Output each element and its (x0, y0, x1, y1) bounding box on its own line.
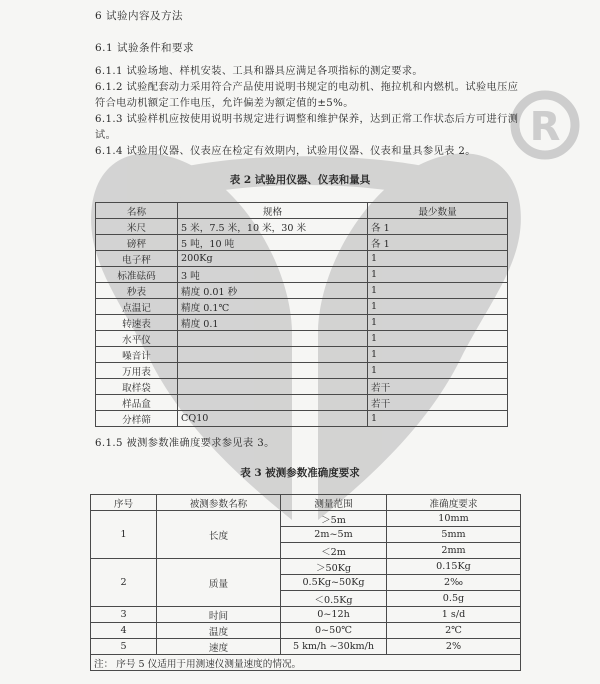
table2-row (96, 395, 508, 411)
spec-cell (178, 395, 368, 411)
paragraph-612-cont: 符合电动机额定工作电压，允许偏差为额定值的±5%。 (95, 98, 354, 109)
table2-header: 名称 (96, 203, 178, 219)
table2-row (96, 267, 508, 283)
quantity-cell: 1 (368, 411, 508, 427)
accuracy-cell: 2% (387, 639, 521, 655)
param-name-cell: 质量 (157, 559, 281, 607)
range-cell: ＞50Kg (281, 559, 387, 575)
seq-no-cell: 1 (91, 511, 157, 559)
seq-no-cell: 4 (91, 623, 157, 639)
section-heading: 6 试验内容及方法 (95, 10, 184, 22)
spec-cell (178, 363, 368, 379)
table2-header-row (96, 203, 508, 219)
param-name-cell: 速度 (157, 639, 281, 655)
instrument-name-cell: 标准砝码 (96, 267, 178, 283)
instrument-name-cell: 秒表 (96, 283, 178, 299)
spec-cell: CQ10 (178, 411, 368, 427)
range-cell: 0.5Kg~50Kg (281, 575, 387, 591)
instrument-name-cell: 水平仪 (96, 331, 178, 347)
paragraph-613: 6.1.3 试验样机应按使用说明书规定进行调整和维护保养，达到正常工作状态后方可进行测 (95, 114, 519, 125)
accuracy-cell: 2℃ (387, 623, 521, 639)
instrument-name-cell: 样品盒 (96, 395, 178, 411)
seq-no-cell: 2 (91, 559, 157, 607)
quantity-cell: 若干 (368, 395, 508, 411)
quantity-cell: 1 (368, 283, 508, 299)
accuracy-cell: 0.5g (387, 591, 521, 607)
range-cell: ＜0.5Kg (281, 591, 387, 607)
param-name-cell: 长度 (157, 511, 281, 559)
accuracy-cell: 0.15Kg (387, 559, 521, 575)
quantity-cell: 1 (368, 363, 508, 379)
table2-row (96, 363, 508, 379)
table2-row (96, 251, 508, 267)
table3-note-row (91, 655, 521, 671)
param-name-cell: 时间 (157, 607, 281, 623)
spec-cell: 5 米，7.5 米，10 米，30 米 (178, 219, 368, 235)
instrument-name-cell: 磅秤 (96, 235, 178, 251)
spec-cell: 精度 0.01 秒 (178, 283, 368, 299)
accuracy-cell: 1 s/d (387, 607, 521, 623)
registered-mark-icon (515, 95, 575, 155)
paragraph-612: 6.1.2 试验配套动力采用符合产品使用说明书规定的电动机、拖拉机和内燃机。试验电压应 (95, 82, 519, 93)
quantity-cell: 1 (368, 251, 508, 267)
instrument-name-cell: 转速表 (96, 315, 178, 331)
table3-header-row (91, 495, 521, 511)
table3-row (91, 639, 521, 655)
spec-cell (178, 379, 368, 395)
table2-row (96, 347, 508, 363)
spec-cell: 精度 0.1 (178, 315, 368, 331)
paragraph-613-cont: 试。 (95, 130, 117, 141)
table3-row (91, 559, 521, 575)
seq-no-cell: 3 (91, 607, 157, 623)
table3-note: 注： 序号 5 仪适用于用测速仪测量速度的情况。 (91, 655, 521, 671)
table2-header: 最少数量 (368, 203, 508, 219)
accuracy-cell: 2‰ (387, 575, 521, 591)
paragraph-614: 6.1.4 试验用仪器、仪表应在检定有效期内，试验用仪器、仪表和量具参见表 2。 (95, 146, 476, 157)
range-cell: ＞5m (281, 511, 387, 527)
range-cell: 2m~5m (281, 527, 387, 543)
table2-row (96, 411, 508, 427)
spec-cell (178, 347, 368, 363)
quantity-cell: 各 1 (368, 235, 508, 251)
quantity-cell: 若干 (368, 379, 508, 395)
instrument-name-cell: 电子秤 (96, 251, 178, 267)
table2-row (96, 283, 508, 299)
instrument-name-cell: 取样袋 (96, 379, 178, 395)
range-cell: 0~12h (281, 607, 387, 623)
range-cell: 5 km/h ~30km/h (281, 639, 387, 655)
range-cell: 0~50℃ (281, 623, 387, 639)
spec-cell: 精度 0.1℃ (178, 299, 368, 315)
paragraph-615: 6.1.5 被测参数准确度要求参见表 3。 (95, 438, 275, 449)
table3-header: 测量范围 (281, 495, 387, 511)
spec-cell: 5 吨，10 吨 (178, 235, 368, 251)
table3-header: 序号 (91, 495, 157, 511)
quantity-cell: 1 (368, 315, 508, 331)
quantity-cell: 各 1 (368, 219, 508, 235)
table3-row (91, 623, 521, 639)
range-cell: ＜2m (281, 543, 387, 559)
instrument-name-cell: 万用表 (96, 363, 178, 379)
table2-row (96, 235, 508, 251)
table3-row (91, 607, 521, 623)
instrument-name-cell: 噪音计 (96, 347, 178, 363)
accuracy-cell: 10mm (387, 511, 521, 527)
quantity-cell: 1 (368, 267, 508, 283)
spec-cell (178, 331, 368, 347)
table3-caption: 表 3 被测参数准确度要求 (240, 467, 360, 479)
seq-no-cell: 5 (91, 639, 157, 655)
table2-row (96, 331, 508, 347)
quantity-cell: 1 (368, 331, 508, 347)
table2 (95, 202, 508, 427)
param-name-cell: 温度 (157, 623, 281, 639)
table2-row (96, 315, 508, 331)
instrument-name-cell: 米尺 (96, 219, 178, 235)
table2-row (96, 379, 508, 395)
table3-header: 被测参数名称 (157, 495, 281, 511)
spec-cell: 3 吨 (178, 267, 368, 283)
table3-header: 准确度要求 (387, 495, 521, 511)
accuracy-cell: 2mm (387, 543, 521, 559)
instrument-name-cell: 分样筛 (96, 411, 178, 427)
quantity-cell: 1 (368, 299, 508, 315)
table2-row (96, 219, 508, 235)
accuracy-cell: 5mm (387, 527, 521, 543)
table2-row (96, 299, 508, 315)
quantity-cell: 1 (368, 347, 508, 363)
paragraph-611: 6.1.1 试验场地、样机安装、工具和器具应满足各项指标的测定要求。 (95, 66, 424, 77)
table2-header: 规格 (178, 203, 368, 219)
svg-text:R: R (529, 104, 561, 150)
sub-heading: 6.1 试验条件和要求 (95, 42, 195, 54)
instrument-name-cell: 点温记 (96, 299, 178, 315)
table2-caption: 表 2 试验用仪器、仪表和量具 (229, 174, 371, 186)
table3 (90, 494, 521, 671)
spec-cell: 200Kg (178, 251, 368, 267)
table3-row (91, 511, 521, 527)
